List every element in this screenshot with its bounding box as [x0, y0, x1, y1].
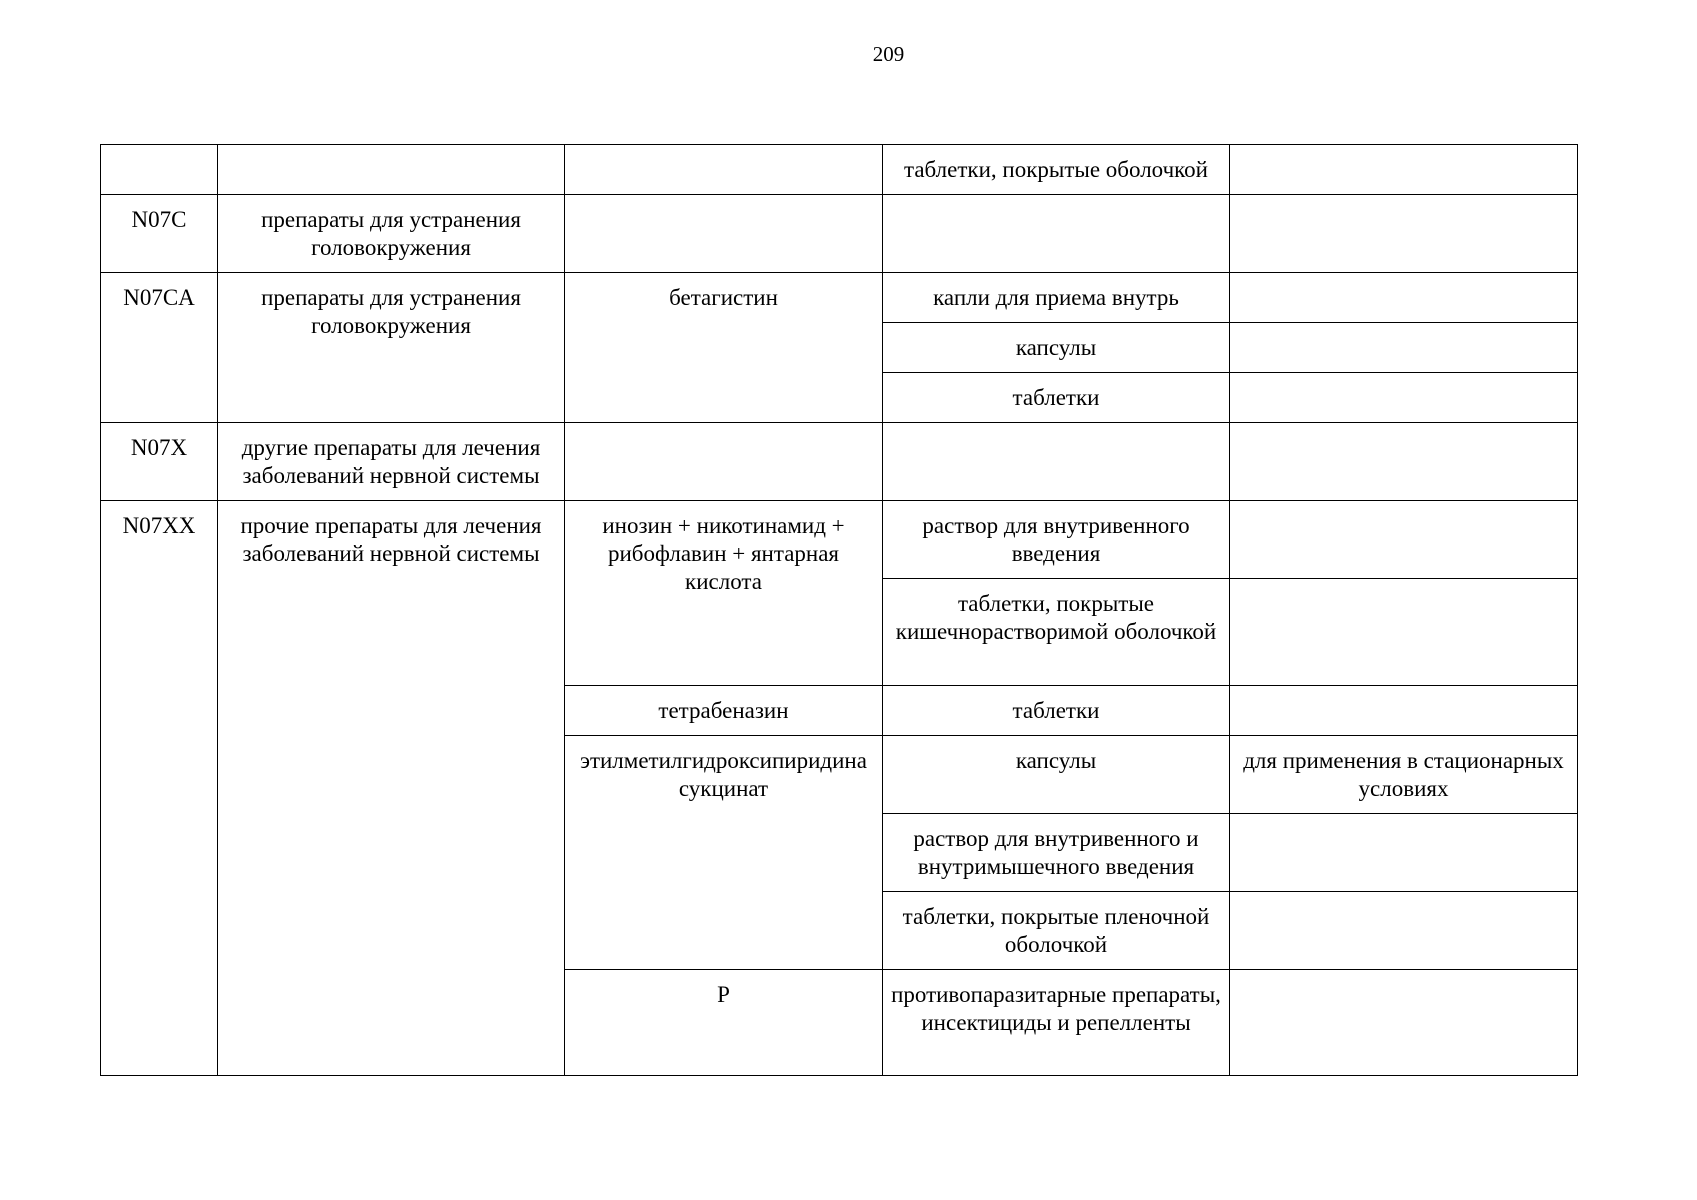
drug-name-cell: бетагистин: [565, 273, 883, 423]
table-row: [101, 273, 1578, 323]
atc-group-cell: другие препараты для лечения заболеваний нервной системы: [218, 423, 565, 501]
dosage-form-cell: таблетки, покрытые пленочной оболочкой: [883, 892, 1230, 970]
atc-code-cell: N07CA: [101, 273, 218, 423]
drug-name-cell: тетрабеназин: [565, 686, 883, 736]
atc-group-cell: прочие препараты для лечения заболеваний нервной системы: [218, 501, 565, 1076]
dosage-form-cell: таблетки, покрытые кишечнорастворимой оболочкой: [883, 579, 1230, 686]
note-cell: [1230, 892, 1578, 970]
drug-name-cell: инозин + никотинамид + рибофлавин + янтарная кислота: [565, 501, 883, 686]
note-cell: [1230, 373, 1578, 423]
atc-code-cell: N07C: [101, 195, 218, 273]
note-cell: [1230, 423, 1578, 501]
table-row: [101, 195, 1578, 273]
drug-name-cell: [565, 195, 883, 273]
atc-group-cell: противопаразитарные препараты, инсектициды и репелленты: [883, 970, 1230, 1076]
note-cell: [1230, 145, 1578, 195]
atc-group-cell: препараты для устранения головокружения: [218, 195, 565, 273]
dosage-form-cell: [883, 423, 1230, 501]
atc-code-cell: [101, 145, 218, 195]
page-number: 209: [872, 42, 905, 66]
note-cell: [1230, 323, 1578, 373]
note-cell: [1230, 579, 1578, 686]
table-row: [101, 501, 1578, 579]
dosage-form-cell: таблетки: [883, 686, 1230, 736]
atc-code-cell: N07XX: [101, 501, 218, 1076]
atc-group-cell: препараты для устранения головокружения: [218, 273, 565, 423]
dosage-form-cell: таблетки: [883, 373, 1230, 423]
note-cell: [1230, 814, 1578, 892]
dosage-form-cell: раствор для внутривенного и внутримышечного введения: [883, 814, 1230, 892]
drug-name-cell: этилметилгидроксипиридина сукцинат: [565, 736, 883, 970]
dosage-form-cell: капсулы: [883, 323, 1230, 373]
drug-name-cell: [565, 145, 883, 195]
atc-group-cell: [218, 145, 565, 195]
note-cell: [1230, 501, 1578, 579]
table-row: [101, 423, 1578, 501]
note-cell: [1230, 686, 1578, 736]
note-cell: для применения в стационарных условиях: [1230, 736, 1578, 814]
table-row: [101, 145, 1578, 195]
medication-list-table: [100, 144, 1578, 1076]
drug-name-cell: [1230, 970, 1578, 1076]
atc-code-cell: P: [565, 970, 883, 1076]
dosage-form-cell: таблетки, покрытые оболочкой: [883, 145, 1230, 195]
note-cell: [1230, 195, 1578, 273]
drug-name-cell: [565, 423, 883, 501]
note-cell: [1230, 273, 1578, 323]
dosage-form-cell: раствор для внутривенного введения: [883, 501, 1230, 579]
dosage-form-cell: капсулы: [883, 736, 1230, 814]
dosage-form-cell: [883, 195, 1230, 273]
atc-code-cell: N07X: [101, 423, 218, 501]
dosage-form-cell: капли для приема внутрь: [883, 273, 1230, 323]
